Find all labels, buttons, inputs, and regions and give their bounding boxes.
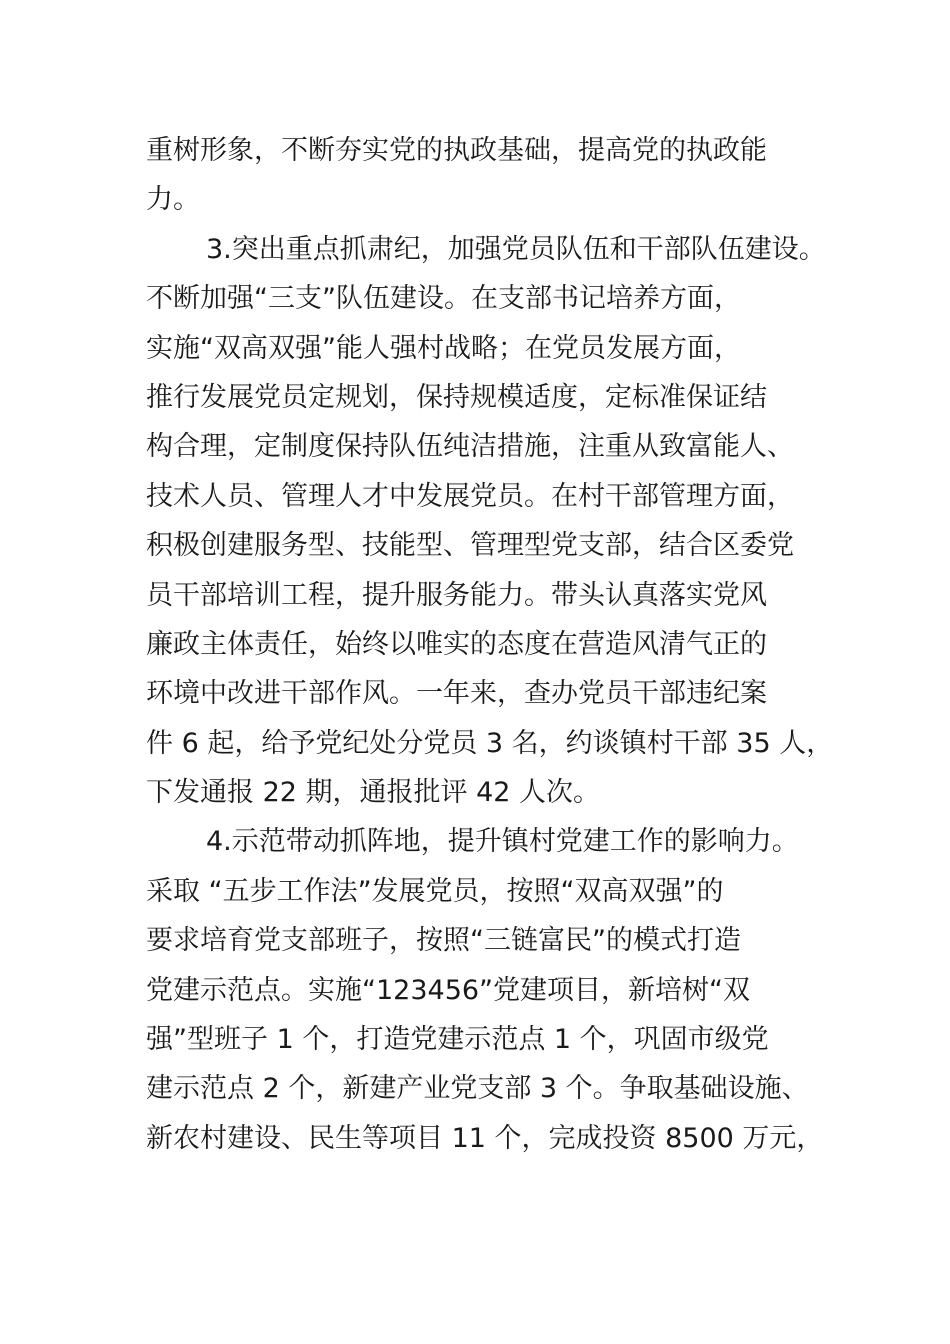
text-line: 新农村建设、民生等项目 11 个，完成投资 8500 万元， <box>146 1122 824 1154</box>
paragraph-continuation <box>146 126 836 225</box>
text-line: 重树形象，不断夯实党的执政基础，提高党的执政能 <box>146 135 767 166</box>
paragraph-item-3 <box>146 225 836 818</box>
document-body <box>146 126 836 1163</box>
text-line: 件 6 起，给予党纪处分党员 3 名，约谈镇村干部 35 人， <box>146 727 834 759</box>
text-line: 技术人员、管理人才中发展党员。在村干部管理方面， <box>146 480 794 512</box>
paragraph-item-4 <box>146 817 836 1163</box>
text-line: 环境中改进干部作风。一年来，查办党员干部违纪案 <box>146 678 767 710</box>
text-line: 员干部培训工程，提升服务能力。带头认真落实党风 <box>146 579 767 611</box>
text-line: 推行发展党员定规划，保持规模适度，定标准保证结 <box>146 381 767 413</box>
text-line: 要求培育党支部班子，按照“三链富民”的模式打造 <box>146 925 741 957</box>
text-line: 4.示范带动抓阵地，提升镇村党建工作的影响力。 <box>206 826 799 858</box>
text-line: 不断加强“三支”队伍建设。在支部书记培养方面， <box>146 283 741 315</box>
text-line: 实施“双高双强”能人强村战略；在党员发展方面， <box>146 332 741 364</box>
text-line: 党建示范点。实施“123456”党建项目，新培树“双 <box>146 974 751 1006</box>
text-line: 力。 <box>146 184 200 216</box>
text-line: 采取 “五步工作法”发展党员，按照“双高双强”的 <box>146 875 724 907</box>
text-line: 下发通报 22 期，通报批评 42 人次。 <box>146 777 601 809</box>
text-line: 3.突出重点抓肃纪，加强党员队伍和干部队伍建设。 <box>206 233 826 265</box>
text-line: 建示范点 2 个，新建产业党支部 3 个。争取基础设施、 <box>146 1073 809 1105</box>
text-line: 廉政主体责任，始终以唯实的态度在营造风清气正的 <box>146 628 767 660</box>
text-line: 强”型班子 1 个，打造党建示范点 1 个，巩固市级党 <box>146 1024 769 1056</box>
text-line: 积极创建服务型、技能型、管理型党支部，结合区委党 <box>146 530 794 562</box>
text-line: 构合理，定制度保持队伍纯洁措施，注重从致富能人、 <box>146 431 794 463</box>
